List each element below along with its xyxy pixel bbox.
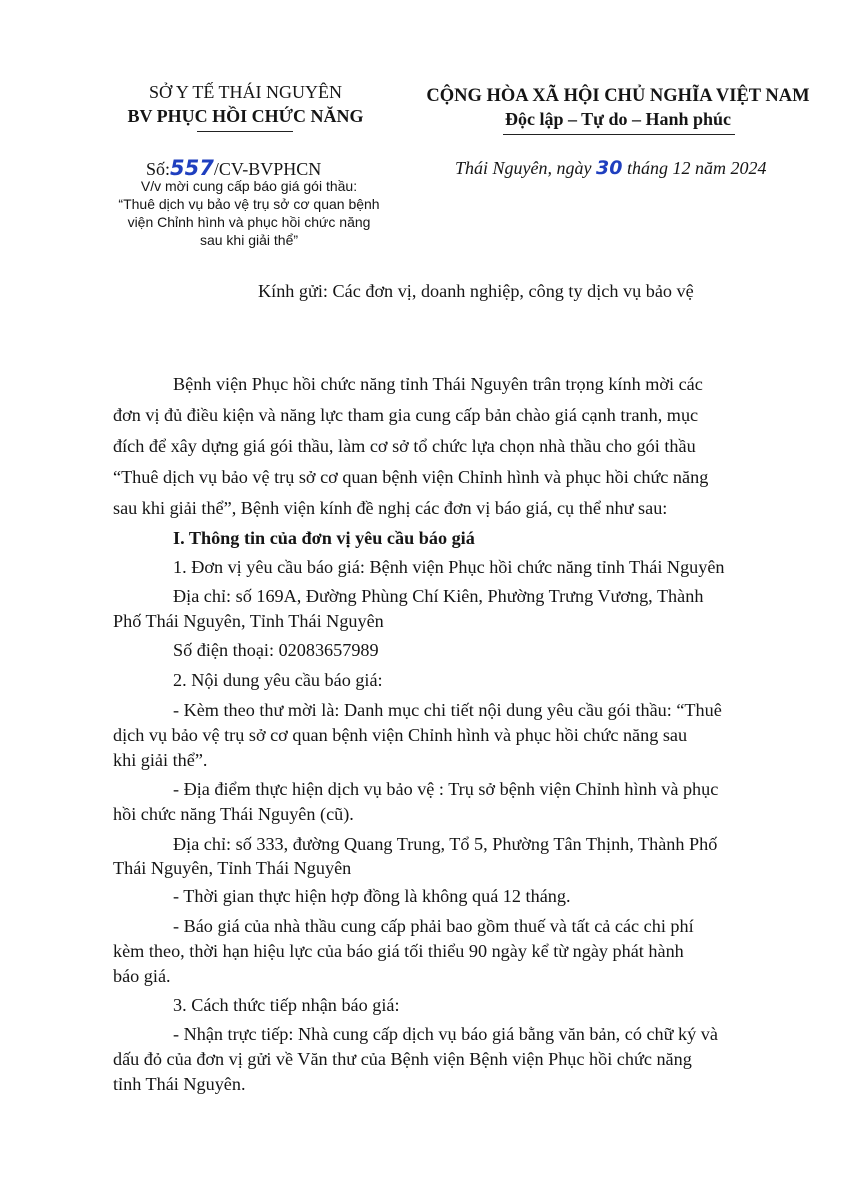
nation-title: CỘNG HÒA XÃ HỘI CHỦ NGHĨA VIỆT NAM: [426, 86, 810, 106]
receipt-heading: 3. Cách thức tiếp nhận báo giá:: [173, 995, 400, 1015]
address-line: Địa chỉ: số 333, đường Quang Trung, Tổ 5, Phường Tân Thịnh, Thành Phố: [173, 834, 718, 854]
location-line: hồi chức năng Thái Nguyên (cũ).: [113, 804, 354, 824]
doc-no-handwritten: 557: [170, 156, 214, 180]
contract-duration: - Thời gian thực hiện hợp đồng là không quá 12 tháng.: [173, 886, 571, 906]
requester-unit: 1. Đơn vị yêu cầu báo giá: Bệnh viện Phục hồi chức năng tỉnh Thái Nguyên: [173, 557, 725, 577]
attachment-line: khi giải thể”.: [113, 750, 208, 770]
date-suffix: tháng 12 năm 2024: [626, 158, 767, 178]
agency-underline: [197, 131, 293, 132]
quote-requirement-line: báo giá.: [113, 966, 171, 986]
motto-underline: [503, 134, 735, 135]
document-date: [455, 157, 766, 179]
intro-line: sau khi giải thể”, Bệnh viện kính đề nghị các đơn vị báo giá, cụ thể như sau:: [113, 498, 668, 518]
direct-submission-line: dấu đỏ của đơn vị gửi về Văn thư của Bệnh viện Bệnh viện Phục hồi chức năng: [113, 1049, 692, 1069]
doc-no-prefix: Số:: [146, 159, 171, 179]
subject-line: sau khi giải thể”: [199, 232, 299, 248]
attachment-line: - Kèm theo thư mời là: Danh mục chi tiết nội dung yêu cầu gói thầu: “Thuê: [173, 700, 722, 720]
nation-motto: Độc lập – Tự do – Hanh phúc: [504, 109, 732, 129]
section-heading: I. Thông tin của đơn vị yêu cầu báo giá: [173, 528, 475, 548]
direct-submission-line: - Nhận trực tiếp: Nhà cung cấp dịch vụ báo giá bằng văn bản, có chữ ký và: [173, 1024, 718, 1044]
subject-line: viện Chỉnh hình và phục hồi chức năng: [127, 214, 371, 230]
direct-submission-line: tỉnh Thái Nguyên.: [113, 1074, 246, 1094]
quote-requirement-line: kèm theo, thời hạn hiệu lực của báo giá tối thiểu 90 ngày kể từ ngày phát hành: [113, 941, 684, 961]
subject-line: “Thuê dịch vụ bảo vệ trụ sở cơ quan bệnh: [118, 196, 380, 212]
subject-line: V/v mời cung cấp báo giá gói thầu:: [140, 178, 358, 194]
date-prefix: Thái Nguyên, ngày: [455, 158, 592, 178]
intro-line: đơn vị đủ điều kiện và năng lực tham gia cung cấp bản chào giá cạnh tranh, mục: [113, 405, 699, 425]
document-number: [146, 156, 321, 180]
quote-requirement-line: - Báo giá của nhà thầu cung cấp phải bao gồm thuế và tất cả các chi phí: [173, 916, 694, 936]
location-line: - Địa điểm thực hiện dịch vụ bảo vệ : Trụ sở bệnh viện Chỉnh hình và phục: [173, 779, 719, 799]
intro-line: “Thuê dịch vụ bảo vệ trụ sở cơ quan bệnh viện Chỉnh hình và phục hồi chức năng: [113, 467, 709, 487]
content-heading: 2. Nội dung yêu cầu báo giá:: [173, 670, 383, 690]
intro-line: đích để xây dựng giá gói thầu, làm cơ sở tổ chức lựa chọn nhà thầu cho gói thầu: [113, 436, 696, 456]
intro-line: Bệnh viện Phục hồi chức năng tỉnh Thái Nguyên trân trọng kính mời các: [173, 374, 703, 394]
agency-name: SỞ Y TẾ THÁI NGUYÊN: [149, 82, 342, 102]
hospital-name: BV PHỤC HỒI CHỨC NĂNG: [127, 106, 364, 126]
phone-number: Số điện thoại: 02083657989: [173, 640, 379, 660]
attachment-line: dịch vụ bảo vệ trụ sở cơ quan bệnh viện Chỉnh hình và phục hồi chức năng sau: [113, 725, 688, 745]
recipient-line: Kính gửi: Các đơn vị, doanh nghiệp, công ty dịch vụ bảo vệ: [258, 281, 694, 301]
address-line: Phố Thái Nguyên, Tỉnh Thái Nguyên: [113, 611, 384, 631]
address-line: Thái Nguyên, Tỉnh Thái Nguyên: [113, 858, 352, 878]
address-line: Địa chỉ: số 169A, Đường Phùng Chí Kiên, Phường Trưng Vương, Thành: [173, 586, 704, 606]
doc-no-suffix: /CV-BVPHCN: [213, 159, 322, 179]
date-day-handwritten: 30: [596, 157, 623, 179]
